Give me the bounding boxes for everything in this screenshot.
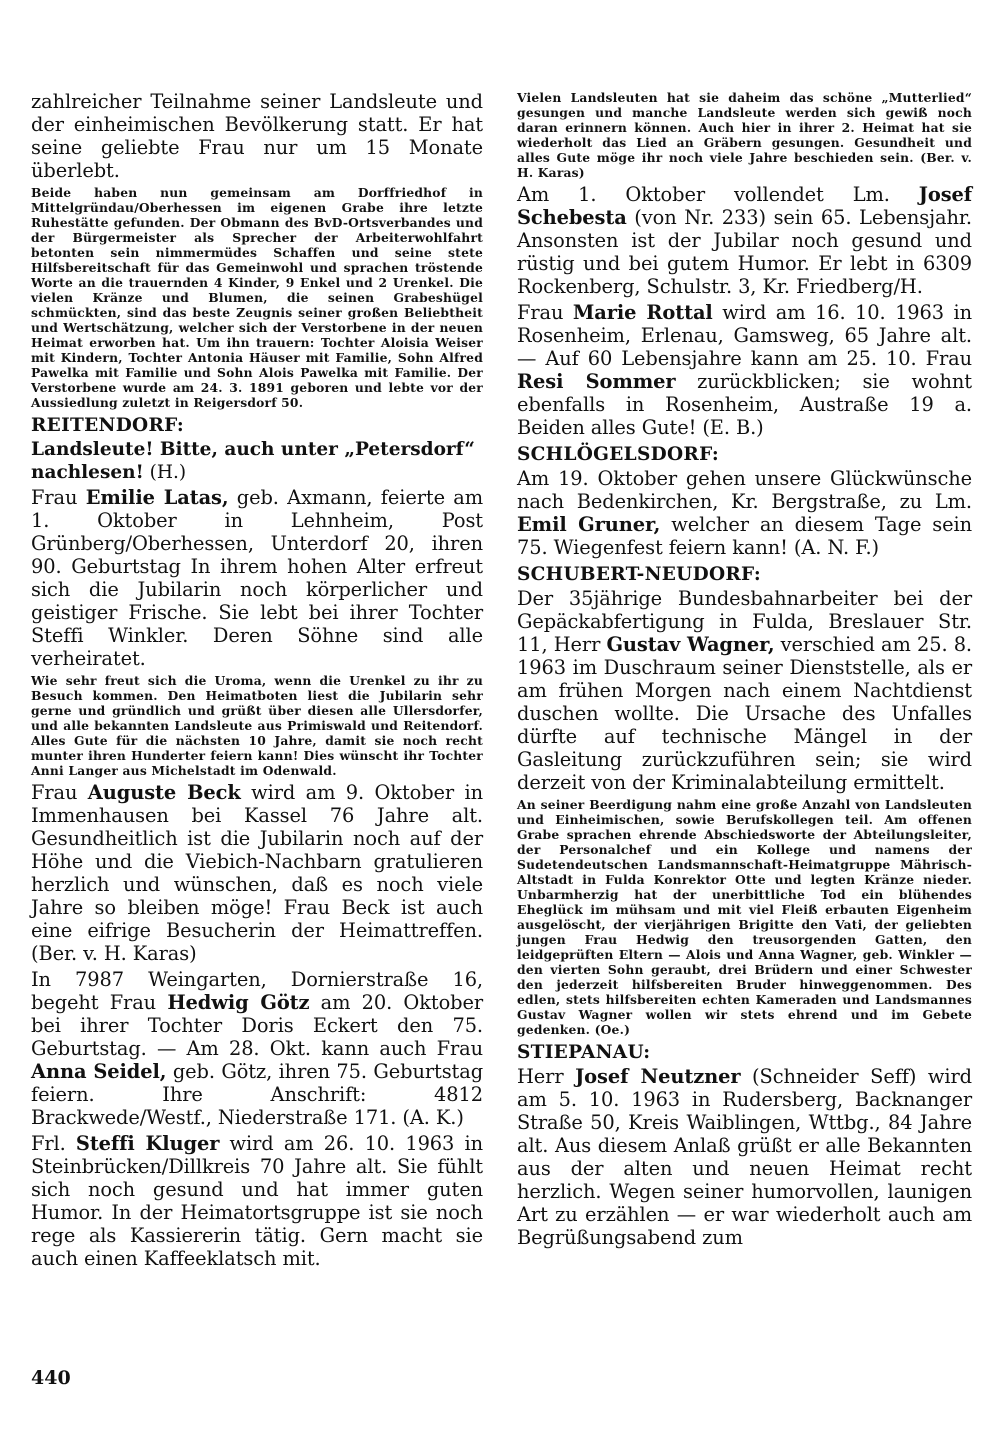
heading-reitendorf: REITENDORF:	[31, 415, 185, 436]
person-name: Marie Rottal	[572, 301, 713, 324]
text-segment: geb. Götz, ihren 75. Geburtstag feiern. Ihre Anschrift: 4812 Brackwede/Westf., Niederstraße 171. (A. K.)	[31, 1060, 484, 1129]
text-segment: Am 1. Oktober vollendet Lm.	[517, 183, 919, 206]
mutterlied-paragraph: Vielen Landsleuten hat sie daheim das schöne „Mutterlied“ gesungen und manche Landsleute werden sich gewiß noch daran erinnern können. Auch hier in ihrer 2. Heimat hat sie wiederholt das Lied an Gräbern gesungen. Gesundheit und alles Gute möge ihr noch viele Jahre beschieden sein. (Ber. v. H. Karas)	[517, 90, 972, 180]
birthday-latas-paragraph	[31, 486, 483, 670]
funeral-wagner-paragraph: An seiner Beerdigung nahm eine große Anzahl von Landsleuten und Einheimischen, sowie Berufskollegen teil. Am offenen Grabe sprachen ehrende Abschiedsworte der Abteilungsleiter, der Personalchef und ein Kollege und namens der Sudetendeutschen Landsmannschaft-Heimatgruppe Mährisch-Altstadt in Fulda Konrektor Otte und legten Kränze nieder. Unbarmherzig hat der unerbittliche Tod ein blühendes Eheglück im mühsam und mit viel Fleiß erbauten Eigenheim ausgelöscht, der vierjährigen Brigitte den Vati, der geliebten jungen Frau Hedwig den treusorgenden Gatten, den leidgeprüften Eltern — Alois und Anna Wagner, geb. Winkler — den vierten Sohn geraubt, drei Brüdern und einer Schwester den jederzeit hilfsbereiten Bruder hinweggenommen. Des edlen, stets hilfsbereiten echten Kameraden und Landsmannes Gustav Wagner wollen wir stets ehrend und im Gebete gedenken. (Oe.)	[517, 797, 972, 1037]
birthday-neutzner-paragraph	[517, 1065, 972, 1249]
text-segment: verschied am 25. 8. 1963 im Duschraum seiner Dienststelle, als er am frühen Morgen nach einem Nachtdienst duschen wollte. Die Ursache des Unfalles dürfte auf technische Mängel in der Gasleitung zurückzuführen sein; sie wird derzeit von der Kriminalabteilung ermittelt.	[517, 633, 972, 794]
birthday-rottal-sommer-paragraph	[517, 301, 972, 439]
reitendorf-note	[31, 438, 483, 484]
person-name: Resi Sommer	[517, 370, 676, 393]
heading-schubert-neudorf: SCHUBERT-NEUDORF:	[517, 564, 761, 585]
text-segment: wird am 16. 10. 1963 in Rosenheim, Erlenau, Gamsweg, 65 Jahre alt. — Auf 60 Lebensjahre kann am 25. 10. Frau	[517, 301, 973, 370]
text-segment: Frau	[31, 781, 88, 804]
person-name: Emil Gruner,	[517, 513, 661, 536]
heading-schloegelsdorf: SCHLÖGELSDORF:	[517, 444, 719, 465]
text-segment: (Schneider Seff) wird am 5. 10. 1963 in Rudersberg, Backnanger Straße 50, Kreis Waiblingen, Wttbg., 84 Jahre alt. Aus diesem Anlaß grüßt er alle Bekannten aus der alten und neuen Heimat recht herzlich. Wegen seiner humorvollen, launigen Art zu erzählen — er war wiederholt auch am Begrüßungsabend zum	[517, 1065, 972, 1249]
death-wagner-paragraph	[517, 587, 972, 794]
birthday-beck-paragraph	[31, 781, 483, 965]
person-name: Gustav Wagner,	[606, 633, 775, 656]
text-segment: Herr	[517, 1065, 576, 1088]
funeral-report-paragraph: Beide haben nun gemeinsam am Dorffriedhof in Mittelgründau/Oberhessen im eigenen Grabe ihre letzte Ruhestätte gefunden. Der Obmann des BvD-Ortsverbandes und der Bürgermeister als Sprecher der Arbeiterwohlfahrt betonten sein nimmermüdes Schaffen und seine stete Hilfsbereitschaft für das Gemeinwohl und sprachen tröstende Worte an die trauernden 4 Kinder, 9 Enkel und 2 Urenkel. Die vielen Kränze und Blumen, die seinen Grabeshügel schmückten, sind das beste Zeugnis seiner großen Beliebtheit und Wertschätzung, welcher sich der Verstorbene in der neuen Heimat erworben hat. Um ihn trauern: Tochter Aloisia Weiser mit Kindern, Tochter Antonia Häuser mit Familie, Sohn Alfred Pawelka mit Familie und Sohn Alois Pawelka mit Familie. Der Verstorbene wurde am 24. 3. 1891 geboren und lebte vor der Aussiedlung zuletzt in Reigersdorf 50.	[31, 185, 483, 410]
text-segment: (von Nr. 233) sein 65. Lebensjahr. Ansonsten ist der Jubilar noch gesund und rüstig und bei gutem Humor. Er lebt in 6309 Rockenberg, Schulstr. 3, Kr. Friedberg/H.	[517, 206, 972, 298]
person-name: Hedwig Götz	[167, 991, 310, 1014]
obituary-ending-paragraph: zahlreicher Teilnahme seiner Landsleute und der einheimischen Bevölkerung statt. Er hat seine geliebte Frau nur um 15 Monate überlebt.	[31, 90, 483, 182]
text-segment: welcher an diesem Tage sein 75. Wiegenfest feiern kann! (A. N. F.)	[517, 513, 972, 559]
text-segment: wird am 9. Oktober in Immenhausen bei Kassel 76 Jahre alt. Gesundheitlich ist die Jubilarin noch auf der Höhe und die Viebich-Nachbarn gratulieren herzlich und wünschen, daß es noch viele Jahre so bleiben möge! Frau Beck ist auch eine eifrige Besucherin der Heimattreffen. (Ber. v. H. Karas)	[31, 781, 483, 965]
text-segment: zurückblicken; sie wohnt ebenfalls in Rosenheim, Austraße 19 a. Beiden alles Gute! (E. B.)	[517, 370, 972, 439]
birthday-gruner-paragraph	[517, 467, 972, 559]
person-name: Auguste Beck	[87, 781, 241, 804]
person-name: Josef Neutzner	[575, 1065, 741, 1088]
uroma-paragraph: Wie sehr freut sich die Uroma, wenn die Urenkel zu ihr zu Besuch kommen. Den Heimatboten liest die Jubilarin sehr gerne und gründlich und grüßt über diesen alle Ullersdorfer, und alle bekannten Landsleute aus Primiswald und Reitendorf. Alles Gute für die nächsten 10 Jahre, damit sie noch recht munter ihren Hunderter feiern kann! Dies wünscht ihr Tochter Anni Langer aus Michelstadt im Odenwald.	[31, 673, 483, 778]
text-segment: Frl.	[31, 1132, 76, 1155]
note-text: Landsleute! Bitte, auch unter „Petersdorf“ nachlesen!	[31, 439, 475, 483]
text-segment: Der 35jährige Bundesbahnarbeiter bei der Gepäckabfertigung in Fulda, Breslauer Str. 11, Herr	[517, 587, 972, 656]
birthday-goetz-seidel-paragraph	[31, 968, 483, 1129]
left-column	[31, 90, 483, 1273]
text-segment: Am 19. Oktober gehen unsere Glückwünsche nach Bedenkirchen, Kr. Bergstraße, zu Lm.	[517, 467, 972, 513]
text-segment: Frau	[31, 486, 86, 509]
birthday-schebesta-paragraph	[517, 183, 972, 298]
text-segment: In 7987 Weingarten, Dornierstraße 16, begeht Frau	[31, 968, 483, 1014]
page-number: 440	[31, 1367, 71, 1389]
text-segment: Frau	[517, 301, 573, 324]
person-name: Josef Schebesta	[517, 183, 972, 229]
text-segment: wird am 26. 10. 1963 in Steinbrücken/Dillkreis 70 Jahre alt. Sie fühlt sich noch gesund und hat immer guten Humor. In der Heimatortsgruppe ist sie noch rege als Kassiererin tätig. Gern macht sie auch einen Kaffeeklatsch mit.	[31, 1132, 483, 1270]
person-name: Steffi Kluger	[75, 1132, 220, 1155]
text-segment: am 20. Oktober bei ihrer Tochter Doris Eckert den 75. Geburtstag. — Am 28. Okt. kann auch Frau	[31, 991, 483, 1060]
heading-stiepanau: STIEPANAU:	[517, 1042, 651, 1063]
person-name: Anna Seidel,	[31, 1060, 167, 1083]
note-tail: (H.)	[143, 462, 187, 483]
birthday-kluger-paragraph	[31, 1132, 483, 1270]
text-segment: geb. Axmann, feierte am 1. Oktober in Lehnheim, Post Grünberg/Oberhessen, Unterdorf 20, ihren 90. Geburtstag In ihrem hohen Alter erfreut sich die Jubilarin noch körperlicher und geistiger Frische. Sie lebt bei ihrer Tochter Steffi Winkler. Deren Söhne sind alle verheiratet.	[31, 486, 484, 670]
right-column	[517, 90, 972, 1252]
person-name: Emilie Latas,	[85, 486, 229, 509]
